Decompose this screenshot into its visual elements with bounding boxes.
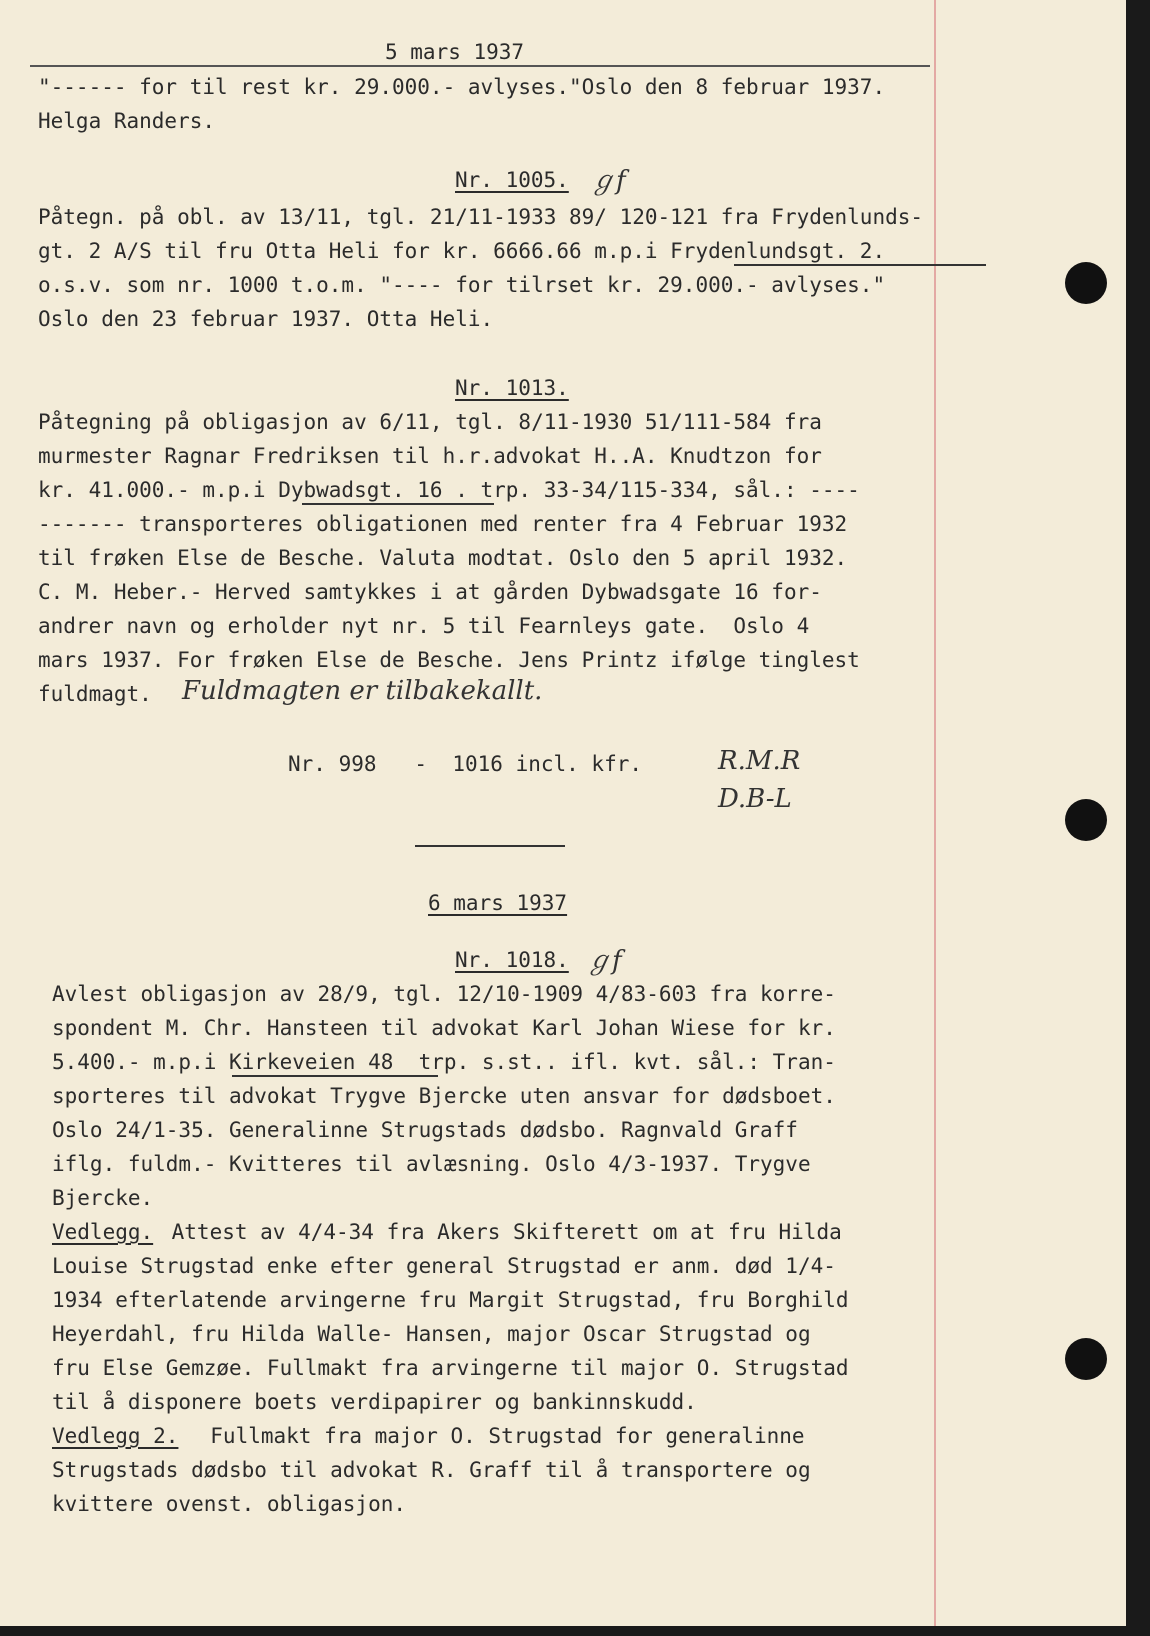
text-line: spondent M. Chr. Hansteen til advokat Karl Johan Wiese for kr.	[52, 1016, 836, 1040]
text-line: Bjercke.	[52, 1186, 154, 1210]
handwritten-mark: ℊf	[586, 946, 622, 976]
text-line: Louise Strugstad enke efter general Strugstad er anm. død 1/4-	[52, 1254, 836, 1278]
text-line: murmester Ragnar Fredriksen til h.r.advokat H..A. Knudtzon for	[38, 444, 822, 468]
punch-hole	[1065, 262, 1107, 304]
handwritten-initials: D.B-L	[718, 784, 792, 814]
entry-number: Nr. 1013.	[455, 376, 569, 400]
section-divider	[415, 845, 565, 847]
vedlegg2-label: Vedlegg 2.	[52, 1424, 179, 1448]
entry-number: Nr. 1005.	[455, 168, 569, 192]
underline	[232, 1075, 438, 1077]
header-date: 5 mars 1937	[385, 40, 525, 64]
text-line: Heyerdahl, fru Hilda Walle- Hansen, major Oscar Strugstad og	[52, 1322, 811, 1346]
text-line: gt. 2 A/S til fru Otta Heli for kr. 6666.66 m.p.i Frydenlundsgt. 2.	[38, 239, 886, 263]
text-line: iflg. fuldm.- Kvitteres til avlæsning. Oslo 4/3-1937. Trygve	[52, 1152, 811, 1176]
text-line: Avlest obligasjon av 28/9, tgl. 12/10-1909 4/83-603 fra korre-	[52, 982, 836, 1006]
text-line: Oslo 24/1-35. Generalinne Strugstads dødsbo. Ragnvald Graff	[52, 1118, 798, 1142]
text-line: sporteres til advokat Trygve Bjercke uten ansvar for dødsboet.	[52, 1084, 836, 1108]
margin-line	[934, 0, 936, 1626]
text-line: Påtegn. på obl. av 13/11, tgl. 21/11-1933 89/ 120-121 fra Frydenlunds-	[38, 205, 924, 229]
text-line: kr. 41.000.- m.p.i Dybwadsgt. 16 . trp. 33-34/115-334, sål.: ----	[38, 478, 860, 502]
text-line: Påtegning på obligasjon av 6/11, tgl. 8/11-1930 51/111-584 fra	[38, 410, 822, 434]
text-line: Oslo den 23 februar 1937. Otta Heli.	[38, 307, 494, 331]
punch-hole	[1065, 1338, 1107, 1380]
text-line: 5.400.- m.p.i Kirkeveien 48 trp. s.st.. ifl. kvt. sål.: Tran-	[52, 1050, 836, 1074]
text-line: andrer navn og erholder nyt nr. 5 til Fearnleys gate. Oslo 4	[38, 614, 810, 638]
text-line: 1934 efterlatende arvingerne fru Margit Strugstad, fru Borghild	[52, 1288, 849, 1312]
handwritten-initials: R.M.R	[718, 746, 801, 776]
text-line: Attest av 4/4-34 fra Akers Skifterett om at fru Hilda	[159, 1220, 842, 1244]
text-line: til frøken Else de Besche. Valuta modtat. Oslo den 5 april 1932.	[38, 546, 848, 570]
vedlegg-label: Vedlegg.	[52, 1220, 154, 1244]
punch-hole	[1065, 799, 1107, 841]
handwritten-mark: ℊf	[590, 166, 626, 196]
section-date: 6 mars 1937	[428, 891, 568, 915]
text-line: fuldmagt.	[38, 682, 152, 706]
entry-number: Nr. 1018.	[455, 948, 569, 972]
text-line: Helga Randers.	[38, 109, 216, 133]
text-line: til å disponere boets verdipapirer og bankinnskudd.	[52, 1390, 697, 1414]
text-line: Strugstads dødsbo til advokat R. Graff til å transportere og	[52, 1458, 811, 1482]
text-line: fru Else Gemzøe. Fullmakt fra arvingerne til major O. Strugstad	[52, 1356, 849, 1380]
text-line: ------- transporteres obligationen med renter fra 4 Februar 1932	[38, 512, 848, 536]
text-line: mars 1937. For frøken Else de Besche. Jens Printz ifølge tinglest	[38, 648, 860, 672]
text-line: kvittere ovenst. obligasjon.	[52, 1492, 407, 1516]
text-line: C. M. Heber.- Herved samtykkes i at gården Dybwadsgate 16 for-	[38, 580, 822, 604]
header-rule	[30, 65, 930, 67]
underline	[302, 503, 494, 505]
text-line: Fullmakt fra major O. Strugstad for generalinne	[185, 1424, 805, 1448]
summary-line: Nr. 998 - 1016 incl. kfr.	[288, 752, 643, 776]
text-line: "------ for til rest kr. 29.000.- avlyses."Oslo den 8 februar 1937.	[38, 75, 886, 99]
text-line: o.s.v. som nr. 1000 t.o.m. "---- for tilrset kr. 29.000.- avlyses."	[38, 273, 886, 297]
handwritten-note: Fuldmagten er tilbakekallt.	[182, 676, 543, 706]
underline	[734, 264, 986, 266]
